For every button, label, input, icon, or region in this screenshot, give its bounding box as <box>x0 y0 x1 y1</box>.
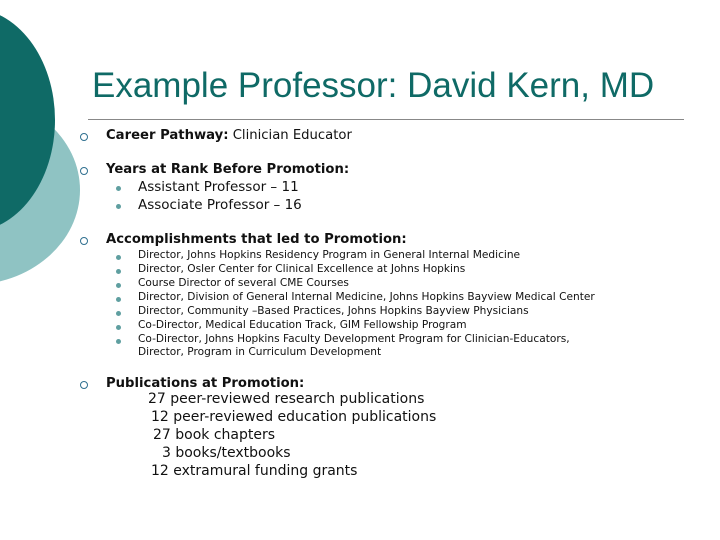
dot-bullet-icon <box>116 269 121 274</box>
publications-label: Publications at Promotion: <box>106 376 305 391</box>
accomplishment-item: Co-Director, Medical Education Track, GIM Fellowship Program <box>138 319 467 331</box>
publication-line: 12 extramural funding grants <box>151 463 358 479</box>
accomplishments-label: Accomplishments that led to Promotion: <box>106 232 407 247</box>
accomplishment-item: Course Director of several CME Courses <box>138 277 349 289</box>
publication-line: 27 peer-reviewed research publications <box>148 391 425 407</box>
dot-bullet-icon <box>116 311 121 316</box>
title-divider <box>88 119 684 120</box>
ring-bullet-icon <box>80 133 88 141</box>
dot-bullet-icon <box>116 283 121 288</box>
dot-bullet-icon <box>116 297 121 302</box>
dot-bullet-icon <box>116 204 121 209</box>
dot-bullet-icon <box>116 325 121 330</box>
career-pathway-line <box>106 128 352 143</box>
dot-bullet-icon <box>116 339 121 344</box>
ring-bullet-icon <box>80 237 88 245</box>
accomplishment-item: Director, Division of General Internal Medicine, Johns Hopkins Bayview Medical Center <box>138 291 595 303</box>
ring-bullet-icon <box>80 167 88 175</box>
publication-line: 27 book chapters <box>153 427 276 443</box>
dot-bullet-icon <box>116 255 121 260</box>
years-item: Assistant Professor – 11 <box>138 179 299 195</box>
publication-line: 12 peer-reviewed education publications <box>151 409 437 425</box>
publication-line: 3 books/textbooks <box>162 445 291 461</box>
years-item: Associate Professor – 16 <box>138 197 302 213</box>
accomplishment-item: Director, Johns Hopkins Residency Program in General Internal Medicine <box>138 249 521 261</box>
ring-bullet-icon <box>80 381 88 389</box>
accomplishment-item: Co-Director, Johns Hopkins Faculty Development Program for Clinician-Educators, <box>138 333 570 345</box>
dark-teal-circle <box>0 8 55 232</box>
page-title: Example Professor: David Kern, MD <box>92 66 655 105</box>
accomplishment-item-continuation: Director, Program in Curriculum Development <box>138 346 382 358</box>
accomplishment-item: Director, Osler Center for Clinical Excellence at Johns Hopkins <box>138 263 466 275</box>
years-at-rank-label: Years at Rank Before Promotion: <box>106 162 350 177</box>
accomplishment-item: Director, Community –Based Practices, Johns Hopkins Bayview Physicians <box>138 305 529 317</box>
career-pathway-value: Clinician Educator <box>232 128 352 143</box>
dot-bullet-icon <box>116 186 121 191</box>
light-teal-circle <box>0 95 80 285</box>
career-pathway-label: Career Pathway: <box>106 128 229 143</box>
